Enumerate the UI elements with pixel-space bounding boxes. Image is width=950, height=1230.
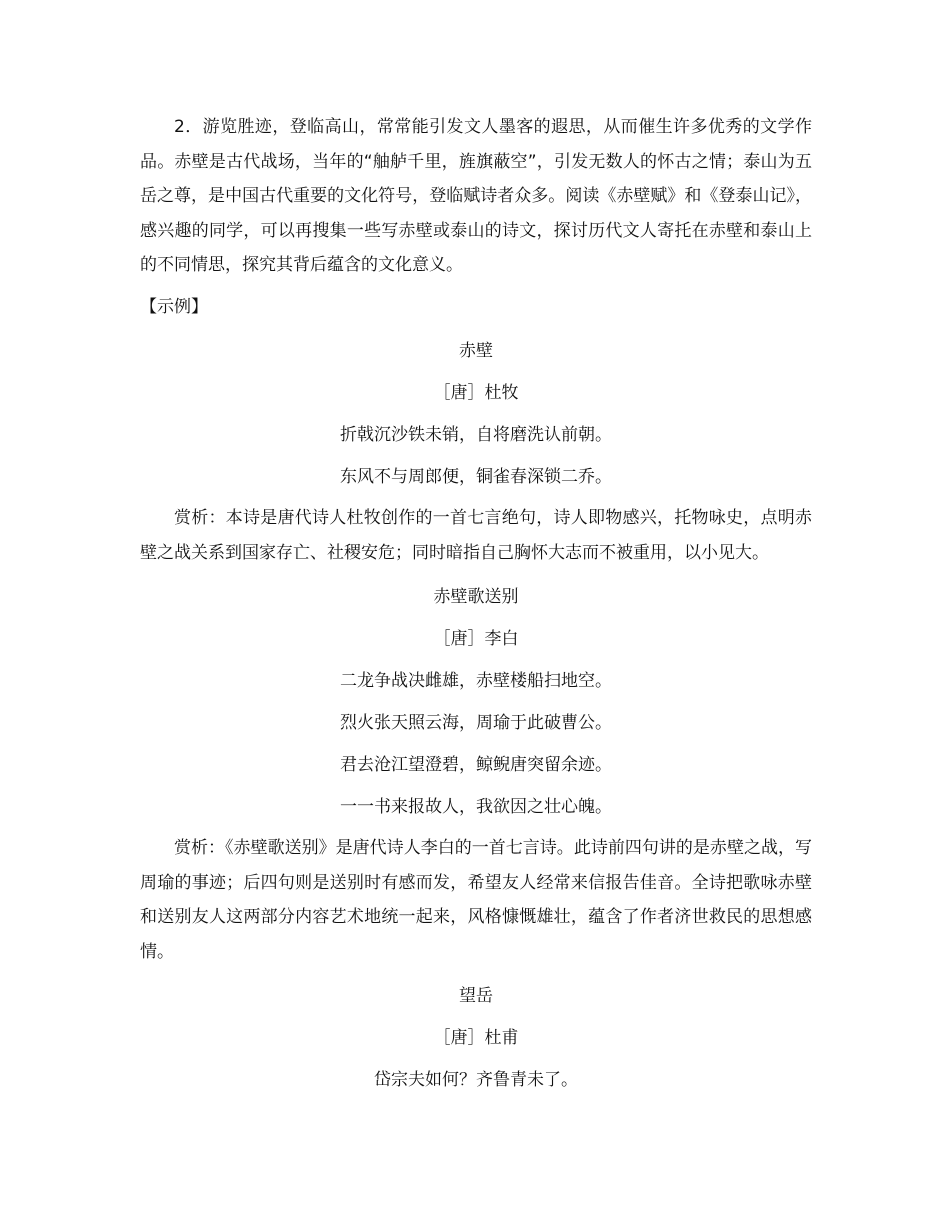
poem-line: 二龙争战决雌雄，赤壁楼船扫地空。	[340, 671, 612, 691]
poem-line: 东风不与周郎便，铜雀春深锁二乔。	[340, 467, 612, 487]
poem-title: 望岳	[459, 986, 493, 1006]
poem-analysis: 赏析：《赤壁歌送别》是唐代诗人李白的一首七言诗。此诗前四句讲的是赤壁之战，写周瑜的事迹；后四句则是送别时有感而发，希望友人经常来信报告佳音。全诗把歌咏赤壁和送别友人这两部分内容艺术地统一起来，风格慷慨雄壮，蕴含了作者济世救民的思想感情。	[140, 838, 812, 962]
example-label: 【示例】	[140, 296, 208, 317]
poem-line: 折戟沉沙铁未销，自将磨洗认前朝。	[340, 425, 612, 445]
poem-chibi-dumu	[140, 339, 812, 570]
intro-paragraph: 2．游览胜迹，登临高山，常常能引发文人墨客的遐思，从而催生许多优秀的文学作品。赤壁是古代战场，当年的“舳舻千里，旌旗蔽空”，引发无数人的怀古之情；泰山为五岳之尊，是中国古代重要的文化符号，登临赋诗者众多。阅读《赤壁赋》和《登泰山记》，感兴趣的同学，可以再搜集一些写赤壁或泰山的诗文，探讨历代文人寄托在赤壁和泰山上的不同情思，探究其背后蕴含的文化意义。	[140, 117, 812, 275]
poem-line: 一一书来报故人，我欲因之壮心魄。	[340, 797, 612, 817]
poem-author: ［唐］杜牧	[433, 383, 519, 403]
poem-line: 烈火张天照云海，周瑜于此破曹公。	[340, 713, 612, 733]
poem-analysis: 赏析：本诗是唐代诗人杜牧创作的一首七言绝句，诗人即物感兴，托物咏史，点明赤壁之战关系到国家存亡、社稷安危；同时暗指自己胸怀大志而不被重用，以小见大。	[140, 508, 812, 563]
poem-wangyue-dufu	[140, 984, 812, 1092]
poem-chibi-song-libai	[140, 585, 812, 969]
document-page	[140, 110, 812, 1092]
poem-title: 赤壁歌送别	[433, 587, 519, 607]
poem-line: 君去沧江望澄碧，鲸鲵唐突留余迹。	[340, 755, 612, 775]
poem-line: 岱宗夫如何？齐鲁青未了。	[374, 1070, 578, 1090]
poem-author: ［唐］杜甫	[433, 1028, 519, 1048]
poem-author: ［唐］李白	[433, 629, 519, 649]
poem-title: 赤壁	[459, 341, 493, 361]
